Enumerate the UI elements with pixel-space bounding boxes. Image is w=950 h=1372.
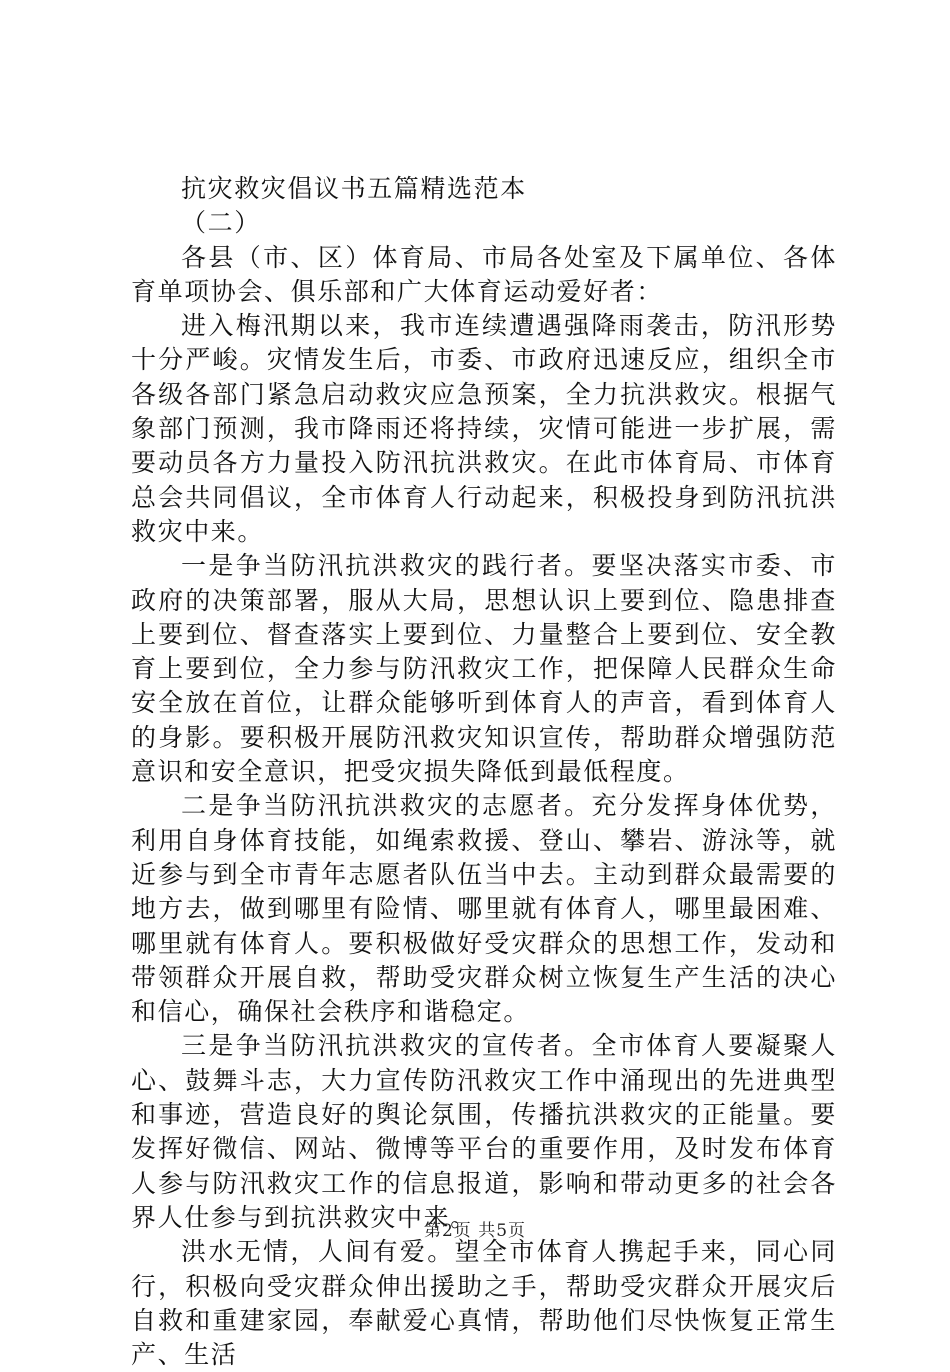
page-number: 第2页 共5页 — [423, 1221, 527, 1241]
paragraph-intro: 进入梅汛期以来，我市连续遭遇强降雨袭击，防汛形势十分严峻。灾情发生后，市委、市政府迅速反应，组织全市各级各部门紧急启动救灾应急预案，全力抗洪救灾。根据气象部门预测，我市降雨还将持续，灾情可能进一步扩展，需要动员各方力量投入防汛抗洪救灾。在此市体育局、市体育总会共同倡议，全市体育人行动起来，积极投身到防汛抗洪救灾中来。 — [131, 311, 837, 546]
document-body — [131, 172, 837, 1372]
paragraph-point-three: 三是争当防汛抗洪救灾的宣传者。全市体育人要凝聚人心、鼓舞斗志，大力宣传防汛救灾工作中涌现出的先进典型和事迹，营造良好的舆论氛围，传播抗洪救灾的正能量。要发挥好微信、网站、微博等平台的重要作用，及时发布体育人参与防汛救灾工作的信息报道，影响和带动更多的社会各界人仕参与到抗洪救灾中来。 — [131, 1031, 837, 1232]
document-subtitle: （二） — [181, 208, 261, 238]
document-title: 抗灾救灾倡议书五篇精选范本 — [181, 174, 527, 203]
paragraph-point-two: 二是争当防汛抗洪救灾的志愿者。充分发挥身体优势，利用自身体育技能，如绳索救援、登山、攀岩、游泳等，就近参与到全市青年志愿者队伍当中去。主动到群众最需要的地方去，做到哪里有险情、哪里就有体育人，哪里最困难、哪里就有体育人。要积极做好受灾群众的思想工作，发动和带领群众开展自救，帮助受灾群众树立恢复生产生活的决心和信心，确保社会秩序和谐稳定。 — [131, 791, 837, 1027]
paragraph-closing: 洪水无情，人间有爱。望全市体育人携起手来，同心同行，积极向受灾群众伸出援助之手，帮助受灾群众开展灾后自救和重建家园，奉献爱心真情，帮助他们尽快恢复正常生产、生活 — [131, 1237, 837, 1370]
paragraph-point-one: 一是争当防汛抗洪救灾的践行者。要坚决落实市委、市政府的决策部署，服从大局，思想认识上要到位、隐患排查上要到位、督查落实上要到位、力量整合上要到位、安全教育上要到位，全力参与防汛救灾工作，把保障人民群众生命安全放在首位，让群众能够听到体育人的声音，看到体育人的身影。要积极开展防汛救灾知识宣传，帮助群众增强防范意识和安全意识，把受灾损失降低到最低程度。 — [131, 551, 837, 787]
paragraph-salutation: 各县（市、区）体育局、市局各处室及下属单位、各体育单项协会、俱乐部和广大体育运动爱好者： — [131, 242, 837, 306]
